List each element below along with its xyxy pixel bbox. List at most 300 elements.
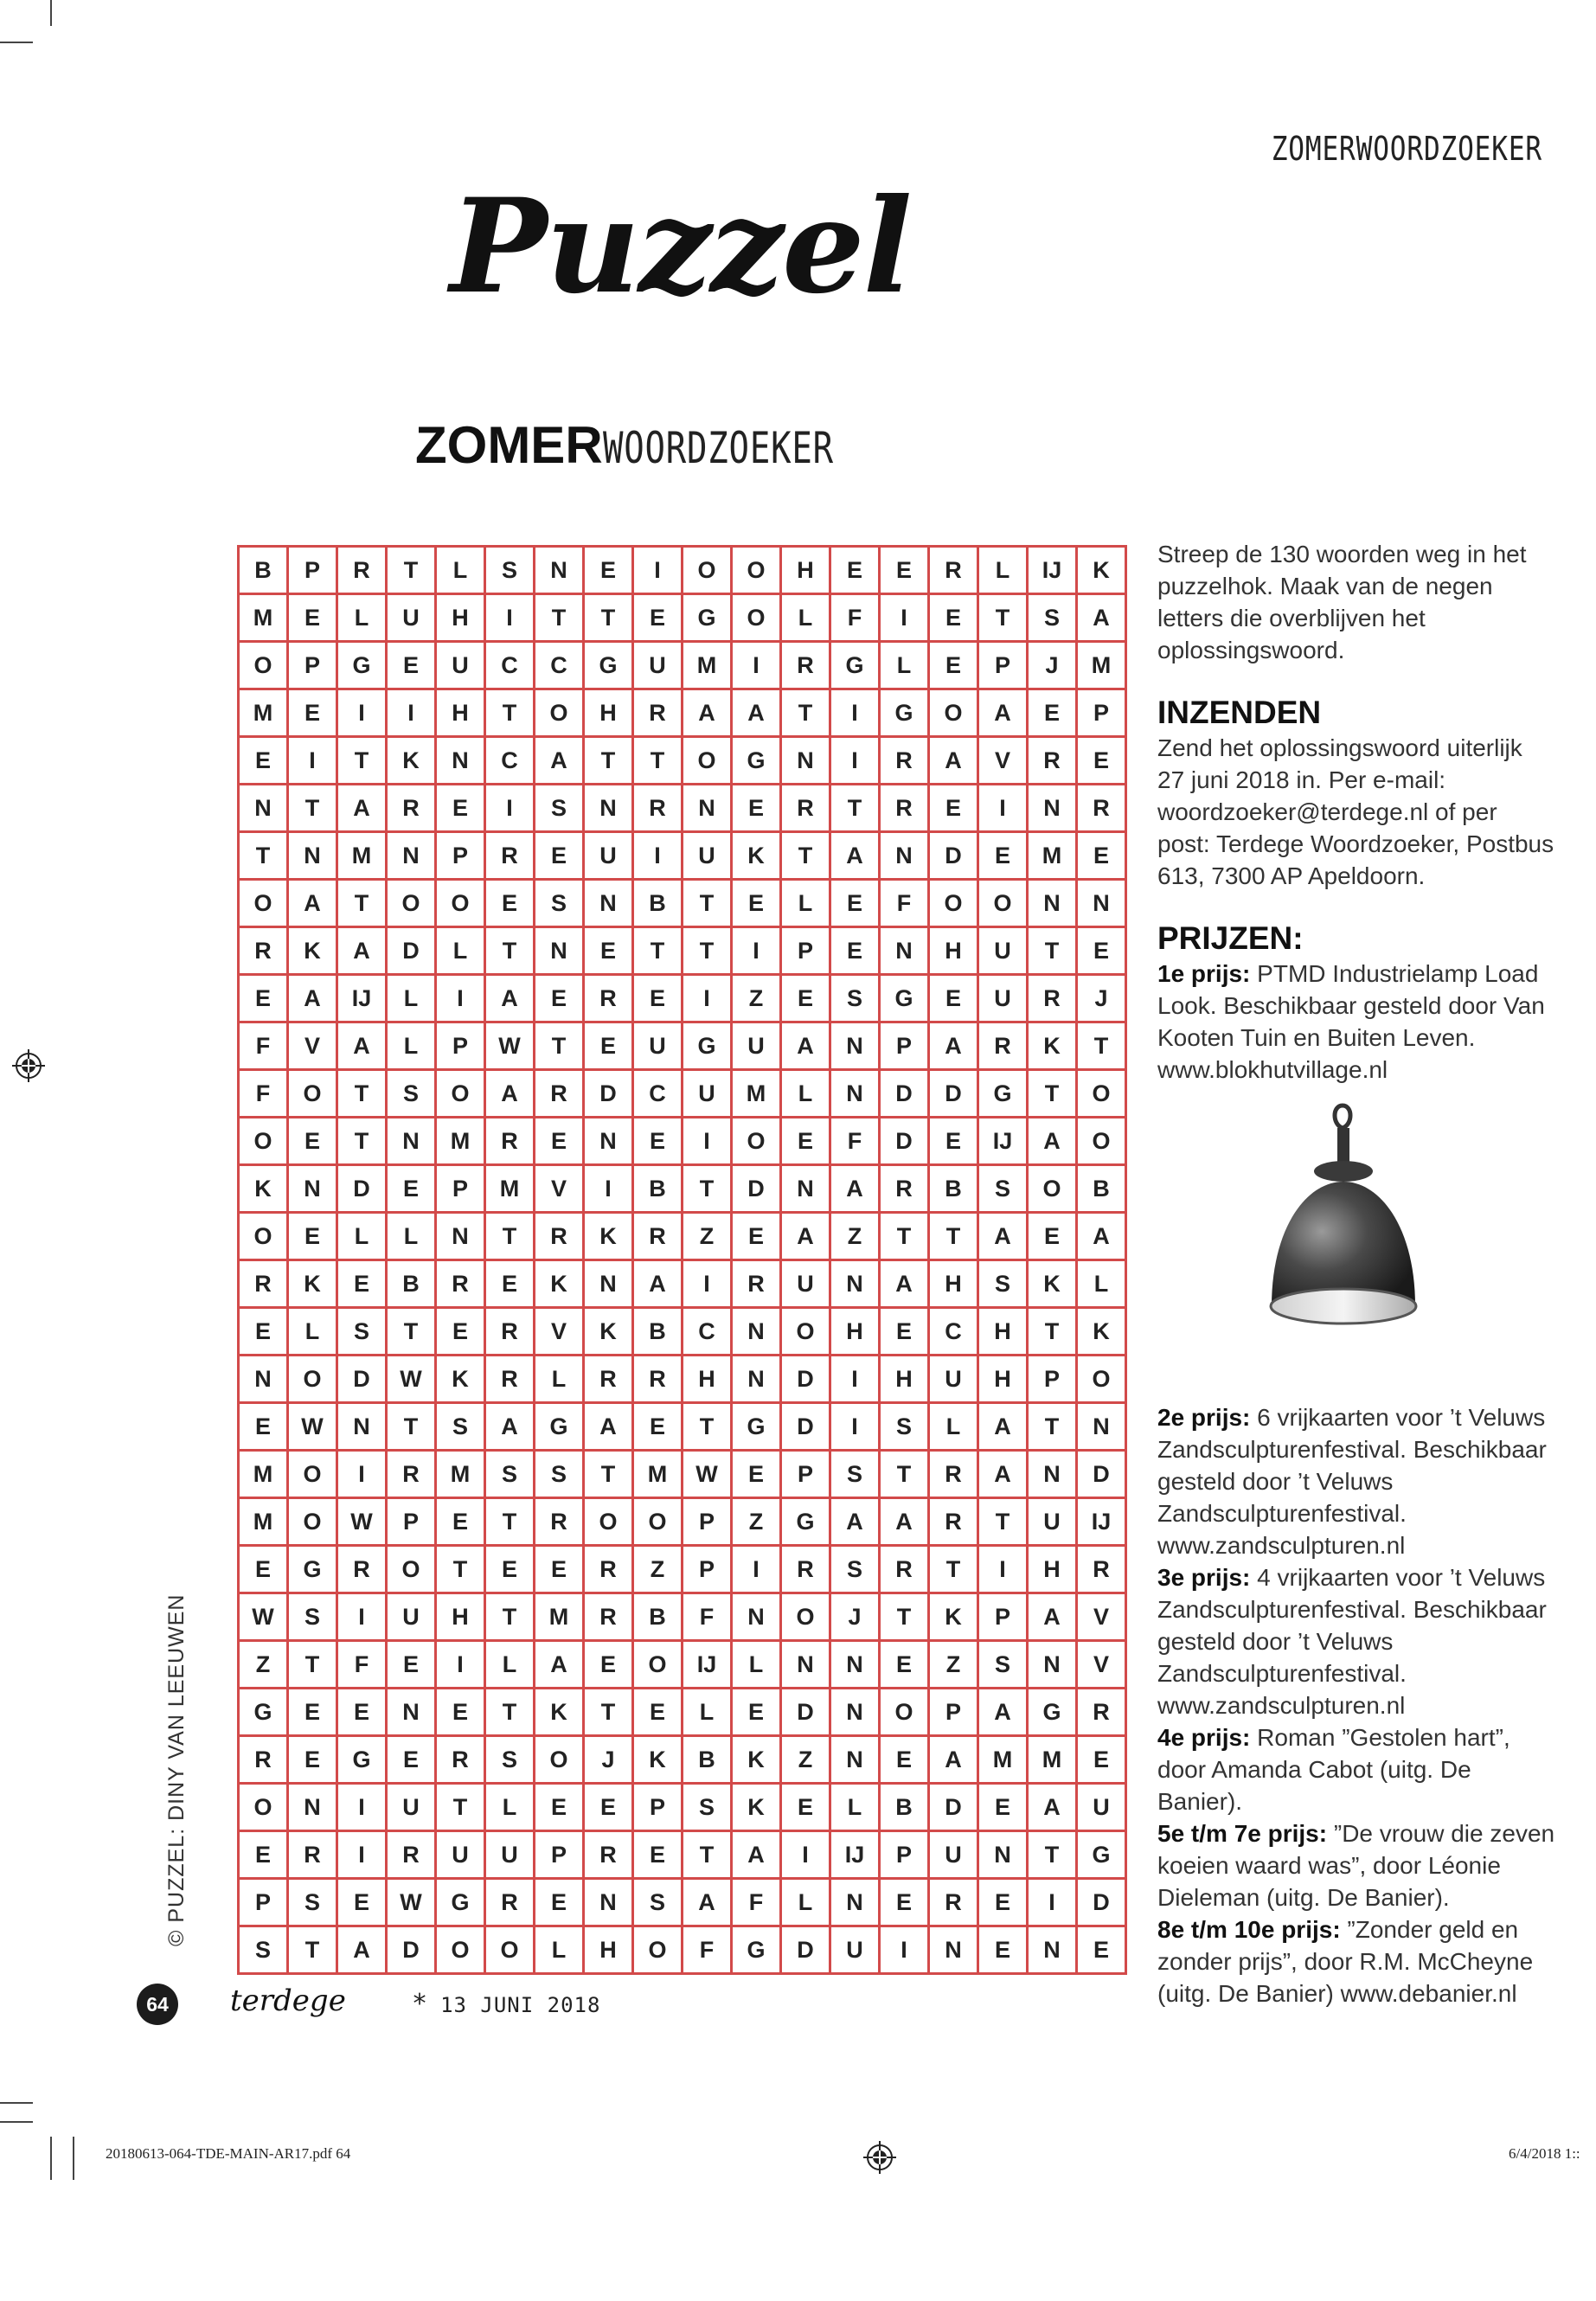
grid-cell[interactable]: B	[880, 1784, 929, 1831]
grid-cell[interactable]: S	[436, 1403, 485, 1451]
grid-cell[interactable]: B	[1077, 1165, 1126, 1213]
grid-cell[interactable]: T	[880, 1451, 929, 1498]
grid-cell[interactable]: D	[1077, 1451, 1126, 1498]
grid-cell[interactable]: T	[978, 594, 1028, 642]
grid-cell[interactable]: A	[830, 1165, 880, 1213]
grid-cell[interactable]: T	[1028, 1831, 1077, 1879]
grid-cell[interactable]: M	[239, 1451, 288, 1498]
grid-cell[interactable]: N	[880, 927, 929, 975]
grid-cell[interactable]: R	[239, 927, 288, 975]
grid-cell[interactable]: N	[830, 1736, 880, 1784]
grid-cell[interactable]: E	[880, 1736, 929, 1784]
grid-cell[interactable]: T	[1028, 1308, 1077, 1356]
grid-cell[interactable]: V	[288, 1022, 337, 1070]
grid-cell[interactable]: E	[485, 1546, 535, 1593]
grid-cell[interactable]: M	[978, 1736, 1028, 1784]
grid-cell[interactable]: O	[683, 737, 732, 785]
grid-cell[interactable]: I	[732, 1546, 781, 1593]
grid-cell[interactable]: R	[781, 785, 830, 832]
grid-cell[interactable]: O	[781, 1593, 830, 1641]
grid-cell[interactable]: R	[633, 1356, 683, 1403]
grid-cell[interactable]: F	[239, 1070, 288, 1118]
grid-cell[interactable]: I	[485, 594, 535, 642]
grid-cell[interactable]: E	[239, 737, 288, 785]
grid-cell[interactable]: E	[633, 1118, 683, 1165]
grid-cell[interactable]: G	[880, 689, 929, 737]
grid-cell[interactable]: C	[633, 1070, 683, 1118]
grid-cell[interactable]: L	[929, 1403, 978, 1451]
grid-cell[interactable]: D	[880, 1118, 929, 1165]
grid-cell[interactable]: O	[288, 1356, 337, 1403]
grid-cell[interactable]: L	[830, 1784, 880, 1831]
grid-cell[interactable]: D	[337, 1356, 387, 1403]
grid-cell[interactable]: L	[436, 547, 485, 594]
grid-cell[interactable]: Z	[929, 1641, 978, 1689]
grid-cell[interactable]: E	[387, 1736, 436, 1784]
grid-cell[interactable]: W	[337, 1498, 387, 1546]
grid-cell[interactable]: N	[880, 832, 929, 880]
grid-cell[interactable]: T	[584, 594, 633, 642]
grid-cell[interactable]: L	[683, 1689, 732, 1736]
grid-cell[interactable]: T	[880, 1213, 929, 1260]
grid-cell[interactable]: M	[1077, 642, 1126, 689]
grid-cell[interactable]: U	[436, 1831, 485, 1879]
grid-cell[interactable]: A	[929, 737, 978, 785]
grid-cell[interactable]: T	[387, 1403, 436, 1451]
grid-cell[interactable]: R	[436, 1736, 485, 1784]
grid-cell[interactable]: T	[683, 1403, 732, 1451]
grid-cell[interactable]: O	[288, 1070, 337, 1118]
grid-cell[interactable]: M	[436, 1451, 485, 1498]
grid-cell[interactable]: P	[683, 1546, 732, 1593]
grid-cell[interactable]: E	[239, 1308, 288, 1356]
grid-cell[interactable]: IJ	[683, 1641, 732, 1689]
grid-cell[interactable]: R	[239, 1260, 288, 1308]
grid-cell[interactable]: T	[485, 1593, 535, 1641]
grid-cell[interactable]: S	[683, 1784, 732, 1831]
grid-cell[interactable]: W	[387, 1879, 436, 1926]
grid-cell[interactable]: M	[485, 1165, 535, 1213]
grid-cell[interactable]: I	[337, 1784, 387, 1831]
grid-cell[interactable]: E	[535, 1879, 584, 1926]
grid-cell[interactable]: N	[732, 1356, 781, 1403]
grid-cell[interactable]: N	[584, 785, 633, 832]
grid-cell[interactable]: T	[1028, 1070, 1077, 1118]
grid-cell[interactable]: O	[1077, 1118, 1126, 1165]
grid-cell[interactable]: N	[239, 785, 288, 832]
grid-cell[interactable]: C	[683, 1308, 732, 1356]
grid-cell[interactable]: U	[387, 594, 436, 642]
grid-cell[interactable]: E	[535, 1784, 584, 1831]
grid-cell[interactable]: N	[830, 1070, 880, 1118]
grid-cell[interactable]: O	[929, 880, 978, 927]
grid-cell[interactable]: E	[485, 880, 535, 927]
grid-cell[interactable]: G	[436, 1879, 485, 1926]
grid-cell[interactable]: D	[781, 1356, 830, 1403]
grid-cell[interactable]: N	[1028, 880, 1077, 927]
grid-cell[interactable]: R	[239, 1736, 288, 1784]
grid-cell[interactable]: F	[683, 1593, 732, 1641]
grid-cell[interactable]: O	[288, 1498, 337, 1546]
grid-cell[interactable]: S	[485, 1736, 535, 1784]
grid-cell[interactable]: N	[535, 927, 584, 975]
grid-cell[interactable]: T	[288, 785, 337, 832]
grid-cell[interactable]: A	[1028, 1118, 1077, 1165]
grid-cell[interactable]: T	[584, 1689, 633, 1736]
grid-cell[interactable]: I	[436, 1641, 485, 1689]
grid-cell[interactable]: N	[288, 1784, 337, 1831]
grid-cell[interactable]: I	[633, 547, 683, 594]
grid-cell[interactable]: H	[880, 1356, 929, 1403]
grid-cell[interactable]: P	[978, 1593, 1028, 1641]
grid-cell[interactable]: G	[288, 1546, 337, 1593]
grid-cell[interactable]: E	[535, 1546, 584, 1593]
grid-cell[interactable]: N	[1028, 1926, 1077, 1974]
grid-cell[interactable]: I	[830, 689, 880, 737]
grid-cell[interactable]: R	[1077, 785, 1126, 832]
grid-cell[interactable]: I	[337, 689, 387, 737]
grid-cell[interactable]: N	[584, 1260, 633, 1308]
grid-cell[interactable]: N	[830, 1260, 880, 1308]
grid-cell[interactable]: L	[337, 1213, 387, 1260]
grid-cell[interactable]: F	[830, 1118, 880, 1165]
grid-cell[interactable]: V	[1077, 1641, 1126, 1689]
grid-cell[interactable]: L	[436, 927, 485, 975]
grid-cell[interactable]: A	[732, 1831, 781, 1879]
grid-cell[interactable]: L	[978, 547, 1028, 594]
grid-cell[interactable]: O	[239, 1213, 288, 1260]
grid-cell[interactable]: I	[288, 737, 337, 785]
grid-cell[interactable]: U	[436, 642, 485, 689]
grid-cell[interactable]: IJ	[1028, 547, 1077, 594]
grid-cell[interactable]: H	[1028, 1546, 1077, 1593]
grid-cell[interactable]: R	[929, 547, 978, 594]
grid-cell[interactable]: O	[732, 594, 781, 642]
grid-cell[interactable]: T	[535, 594, 584, 642]
grid-cell[interactable]: N	[781, 737, 830, 785]
grid-cell[interactable]: E	[1077, 737, 1126, 785]
grid-cell[interactable]: E	[288, 1118, 337, 1165]
grid-cell[interactable]: N	[830, 1022, 880, 1070]
grid-cell[interactable]: N	[535, 547, 584, 594]
grid-cell[interactable]: G	[978, 1070, 1028, 1118]
grid-cell[interactable]: S	[485, 547, 535, 594]
grid-cell[interactable]: R	[584, 975, 633, 1022]
grid-cell[interactable]: U	[978, 975, 1028, 1022]
grid-cell[interactable]: N	[584, 1118, 633, 1165]
grid-cell[interactable]: D	[584, 1070, 633, 1118]
grid-cell[interactable]: M	[337, 832, 387, 880]
grid-cell[interactable]: I	[830, 737, 880, 785]
grid-cell[interactable]: E	[1077, 1736, 1126, 1784]
grid-cell[interactable]: IJ	[978, 1118, 1028, 1165]
grid-cell[interactable]: E	[535, 1118, 584, 1165]
grid-cell[interactable]: O	[732, 1118, 781, 1165]
grid-cell[interactable]: G	[239, 1689, 288, 1736]
grid-cell[interactable]: M	[239, 594, 288, 642]
grid-cell[interactable]: T	[239, 832, 288, 880]
grid-cell[interactable]: T	[535, 1022, 584, 1070]
grid-cell[interactable]: IJ	[337, 975, 387, 1022]
grid-cell[interactable]: T	[929, 1213, 978, 1260]
grid-cell[interactable]: G	[683, 594, 732, 642]
grid-cell[interactable]: H	[781, 547, 830, 594]
grid-cell[interactable]: E	[732, 1451, 781, 1498]
grid-cell[interactable]: V	[1077, 1593, 1126, 1641]
grid-cell[interactable]: K	[436, 1356, 485, 1403]
grid-cell[interactable]: K	[288, 927, 337, 975]
grid-cell[interactable]: G	[830, 642, 880, 689]
grid-cell[interactable]: M	[436, 1118, 485, 1165]
grid-cell[interactable]: U	[978, 927, 1028, 975]
grid-cell[interactable]: N	[337, 1403, 387, 1451]
grid-cell[interactable]: K	[929, 1593, 978, 1641]
grid-cell[interactable]: T	[485, 927, 535, 975]
grid-cell[interactable]: E	[436, 1689, 485, 1736]
grid-cell[interactable]: N	[781, 1641, 830, 1689]
grid-cell[interactable]: R	[337, 1546, 387, 1593]
grid-cell[interactable]: N	[781, 1165, 830, 1213]
grid-cell[interactable]: A	[1077, 1213, 1126, 1260]
grid-cell[interactable]: A	[337, 927, 387, 975]
grid-cell[interactable]: F	[337, 1641, 387, 1689]
grid-cell[interactable]: R	[633, 1213, 683, 1260]
grid-cell[interactable]: U	[929, 1831, 978, 1879]
grid-cell[interactable]: D	[781, 1403, 830, 1451]
grid-cell[interactable]: G	[880, 975, 929, 1022]
grid-cell[interactable]: E	[1077, 927, 1126, 975]
grid-cell[interactable]: N	[288, 832, 337, 880]
grid-cell[interactable]: V	[978, 737, 1028, 785]
grid-cell[interactable]: G	[732, 1403, 781, 1451]
grid-cell[interactable]: N	[830, 1689, 880, 1736]
grid-cell[interactable]: T	[978, 1498, 1028, 1546]
grid-cell[interactable]: P	[880, 1831, 929, 1879]
grid-cell[interactable]: E	[387, 642, 436, 689]
grid-cell[interactable]: K	[732, 1736, 781, 1784]
grid-cell[interactable]: S	[288, 1593, 337, 1641]
grid-cell[interactable]: I	[633, 832, 683, 880]
grid-cell[interactable]: E	[830, 880, 880, 927]
grid-cell[interactable]: W	[288, 1403, 337, 1451]
grid-cell[interactable]: E	[732, 1213, 781, 1260]
grid-cell[interactable]: P	[387, 1498, 436, 1546]
grid-cell[interactable]: C	[929, 1308, 978, 1356]
grid-cell[interactable]: O	[1077, 1356, 1126, 1403]
grid-cell[interactable]: T	[337, 1118, 387, 1165]
grid-cell[interactable]: R	[387, 785, 436, 832]
grid-cell[interactable]: K	[584, 1213, 633, 1260]
grid-cell[interactable]: E	[978, 832, 1028, 880]
grid-cell[interactable]: I	[978, 785, 1028, 832]
grid-cell[interactable]: E	[436, 785, 485, 832]
grid-cell[interactable]: E	[239, 1546, 288, 1593]
grid-cell[interactable]: W	[387, 1356, 436, 1403]
grid-cell[interactable]: K	[1077, 547, 1126, 594]
grid-cell[interactable]: O	[239, 880, 288, 927]
grid-cell[interactable]: R	[584, 1356, 633, 1403]
grid-cell[interactable]: T	[781, 689, 830, 737]
grid-cell[interactable]: R	[485, 1879, 535, 1926]
grid-cell[interactable]: T	[387, 1308, 436, 1356]
grid-cell[interactable]: A	[535, 1641, 584, 1689]
grid-cell[interactable]: R	[1077, 1546, 1126, 1593]
grid-cell[interactable]: T	[781, 832, 830, 880]
grid-cell[interactable]: O	[239, 642, 288, 689]
grid-cell[interactable]: P	[436, 1022, 485, 1070]
grid-cell[interactable]: Z	[633, 1546, 683, 1593]
grid-cell[interactable]: I	[584, 1165, 633, 1213]
grid-cell[interactable]: N	[830, 1641, 880, 1689]
grid-cell[interactable]: T	[584, 737, 633, 785]
grid-cell[interactable]: O	[436, 1926, 485, 1974]
grid-cell[interactable]: N	[239, 1356, 288, 1403]
grid-cell[interactable]: E	[880, 547, 929, 594]
grid-cell[interactable]: E	[978, 1926, 1028, 1974]
grid-cell[interactable]: E	[337, 1879, 387, 1926]
grid-cell[interactable]: S	[535, 785, 584, 832]
grid-cell[interactable]: E	[732, 1689, 781, 1736]
grid-cell[interactable]: H	[929, 927, 978, 975]
grid-cell[interactable]: O	[288, 1451, 337, 1498]
grid-cell[interactable]: O	[485, 1926, 535, 1974]
grid-cell[interactable]: L	[880, 642, 929, 689]
grid-cell[interactable]: O	[633, 1926, 683, 1974]
grid-cell[interactable]: A	[633, 1260, 683, 1308]
grid-cell[interactable]: E	[288, 1736, 337, 1784]
grid-cell[interactable]: L	[387, 1022, 436, 1070]
grid-cell[interactable]: I	[436, 975, 485, 1022]
grid-cell[interactable]: R	[880, 1165, 929, 1213]
grid-cell[interactable]: E	[929, 975, 978, 1022]
grid-cell[interactable]: S	[387, 1070, 436, 1118]
grid-cell[interactable]: A	[830, 832, 880, 880]
grid-cell[interactable]: U	[1028, 1498, 1077, 1546]
grid-cell[interactable]: S	[978, 1165, 1028, 1213]
grid-cell[interactable]: I	[683, 1260, 732, 1308]
grid-cell[interactable]: E	[584, 1641, 633, 1689]
grid-cell[interactable]: R	[880, 737, 929, 785]
grid-cell[interactable]: A	[880, 1498, 929, 1546]
grid-cell[interactable]: S	[288, 1879, 337, 1926]
grid-cell[interactable]: R	[485, 1356, 535, 1403]
grid-cell[interactable]: K	[732, 832, 781, 880]
grid-cell[interactable]: D	[929, 1784, 978, 1831]
grid-cell[interactable]: O	[633, 1641, 683, 1689]
grid-cell[interactable]: T	[485, 1689, 535, 1736]
grid-cell[interactable]: M	[535, 1593, 584, 1641]
grid-cell[interactable]: N	[732, 1593, 781, 1641]
grid-cell[interactable]: S	[830, 1546, 880, 1593]
grid-cell[interactable]: P	[880, 1022, 929, 1070]
grid-cell[interactable]: R	[485, 1118, 535, 1165]
grid-cell[interactable]: N	[436, 737, 485, 785]
grid-cell[interactable]: A	[978, 1403, 1028, 1451]
grid-cell[interactable]: K	[732, 1784, 781, 1831]
grid-cell[interactable]: R	[584, 1831, 633, 1879]
grid-cell[interactable]: E	[584, 547, 633, 594]
grid-cell[interactable]: D	[387, 1926, 436, 1974]
grid-cell[interactable]: E	[978, 1879, 1028, 1926]
grid-cell[interactable]: O	[535, 1736, 584, 1784]
grid-cell[interactable]: R	[633, 689, 683, 737]
grid-cell[interactable]: H	[929, 1260, 978, 1308]
grid-cell[interactable]: S	[633, 1879, 683, 1926]
grid-cell[interactable]: T	[584, 1451, 633, 1498]
grid-cell[interactable]: E	[535, 832, 584, 880]
grid-cell[interactable]: M	[732, 1070, 781, 1118]
grid-cell[interactable]: G	[584, 642, 633, 689]
grid-cell[interactable]: E	[830, 547, 880, 594]
grid-cell[interactable]: N	[830, 1879, 880, 1926]
grid-cell[interactable]: R	[633, 785, 683, 832]
grid-cell[interactable]: R	[584, 1546, 633, 1593]
grid-cell[interactable]: S	[978, 1641, 1028, 1689]
grid-cell[interactable]: T	[633, 737, 683, 785]
grid-cell[interactable]: U	[584, 832, 633, 880]
grid-cell[interactable]: R	[929, 1498, 978, 1546]
grid-cell[interactable]: E	[978, 1784, 1028, 1831]
grid-cell[interactable]: I	[337, 1831, 387, 1879]
grid-cell[interactable]: N	[387, 1118, 436, 1165]
grid-cell[interactable]: U	[485, 1831, 535, 1879]
grid-cell[interactable]: D	[929, 832, 978, 880]
grid-cell[interactable]: K	[1028, 1022, 1077, 1070]
grid-cell[interactable]: E	[929, 785, 978, 832]
grid-cell[interactable]: N	[732, 1308, 781, 1356]
grid-cell[interactable]: R	[1077, 1689, 1126, 1736]
grid-cell[interactable]: K	[633, 1736, 683, 1784]
grid-cell[interactable]: D	[929, 1070, 978, 1118]
grid-cell[interactable]: E	[239, 1403, 288, 1451]
grid-cell[interactable]: T	[1028, 927, 1077, 975]
grid-cell[interactable]: G	[732, 1926, 781, 1974]
grid-cell[interactable]: R	[781, 642, 830, 689]
grid-cell[interactable]: H	[584, 1926, 633, 1974]
grid-cell[interactable]: G	[337, 1736, 387, 1784]
grid-cell[interactable]: E	[929, 642, 978, 689]
grid-cell[interactable]: B	[387, 1260, 436, 1308]
grid-cell[interactable]: T	[337, 737, 387, 785]
grid-cell[interactable]: R	[485, 832, 535, 880]
grid-cell[interactable]: P	[436, 1165, 485, 1213]
grid-cell[interactable]: E	[732, 880, 781, 927]
grid-cell[interactable]: A	[337, 1926, 387, 1974]
grid-cell[interactable]: K	[584, 1308, 633, 1356]
grid-cell[interactable]: N	[387, 1689, 436, 1736]
grid-cell[interactable]: E	[288, 689, 337, 737]
grid-cell[interactable]: L	[732, 1641, 781, 1689]
grid-cell[interactable]: I	[880, 594, 929, 642]
grid-cell[interactable]: T	[1077, 1022, 1126, 1070]
grid-cell[interactable]: N	[929, 1926, 978, 1974]
grid-cell[interactable]: O	[978, 880, 1028, 927]
grid-cell[interactable]: P	[288, 642, 337, 689]
grid-cell[interactable]: E	[781, 1784, 830, 1831]
grid-cell[interactable]: U	[683, 1070, 732, 1118]
grid-cell[interactable]: A	[830, 1498, 880, 1546]
grid-cell[interactable]: A	[485, 975, 535, 1022]
grid-cell[interactable]: E	[633, 1403, 683, 1451]
grid-cell[interactable]: R	[535, 1070, 584, 1118]
grid-cell[interactable]: C	[485, 737, 535, 785]
grid-cell[interactable]: T	[288, 1926, 337, 1974]
grid-cell[interactable]: A	[584, 1403, 633, 1451]
grid-cell[interactable]: U	[929, 1356, 978, 1403]
grid-cell[interactable]: N	[683, 785, 732, 832]
grid-cell[interactable]: R	[288, 1831, 337, 1879]
grid-cell[interactable]: G	[683, 1022, 732, 1070]
